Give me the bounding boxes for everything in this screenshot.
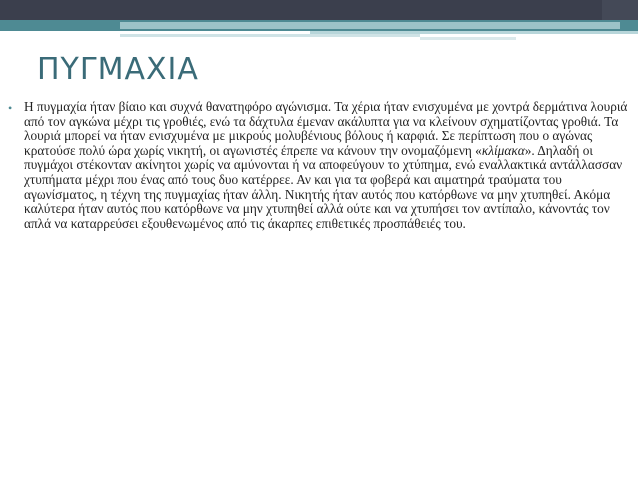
header-dark-bar-accent bbox=[602, 0, 638, 20]
paragraph-text-end: ». Δηλαδή οι πυγμάχοι στέκονταν ακίνητοι χωρίς να αμύνονται ή να αποφεύγουν το χτύπημα, ενώ εναλλακτικά αντάλλασσαν χτυπήματα μέχρι που ένας από τους δυο κατέρρεε. Αν και για τα φοβερά και αιματηρά τραύματα του αγωνίσματος, η τέχνη της πυγμαχίας ήταν άλλη. Νικητής ήταν αυτός που κατόρθωνε να μην χτυπηθεί. Ακόμα καλύτερα ήταν αυτός που κατόρθωνε να μην χτυπηθεί αλλά ούτε και να χτυπήσει τον αντίπαλο, κάνοντάς τον απλά να καταρρεύσει εξουθενωμένος από τις άκαρπες επιθετικές προσπάθειές του. bbox=[24, 142, 623, 231]
header-dark-bar bbox=[0, 0, 638, 20]
bullet-icon: • bbox=[8, 101, 13, 115]
header-thin-bar bbox=[420, 37, 516, 40]
header-thin-bar bbox=[120, 34, 420, 37]
body-paragraph bbox=[24, 100, 630, 231]
paragraph-text-start: Η πυγμαχία ήταν βίαιο και συχνά θανατηφόρο αγώνισμα. Τα χέρια ήταν ενισχυμένα με χοντρά δερμάτινα λουριά από τον αγκώνα μέχρι τις γροθιές, ενώ τα δάχτυλα έμεναν ακάλυπτα για να κλείνουν σχηματίζοντας γροθιά. Τα λουριά μπορεί να ήταν ενισχυμένα με μικρούς μολυβένιους βόλους ή καρφιά. Σε περίπτωση που ο αγώνας κρατούσε πολύ ώρα χωρίς νικητή, οι αγωνιστές έπρεπε να κάνουν την ονομαζόμενη « bbox=[24, 99, 628, 158]
slide-title: ΠΥΓΜΑΧΙΑ bbox=[37, 52, 199, 87]
bullet-item bbox=[8, 100, 630, 231]
header-light-teal-bar bbox=[120, 22, 620, 29]
paragraph-emphasis: κλίμακα bbox=[481, 142, 525, 158]
